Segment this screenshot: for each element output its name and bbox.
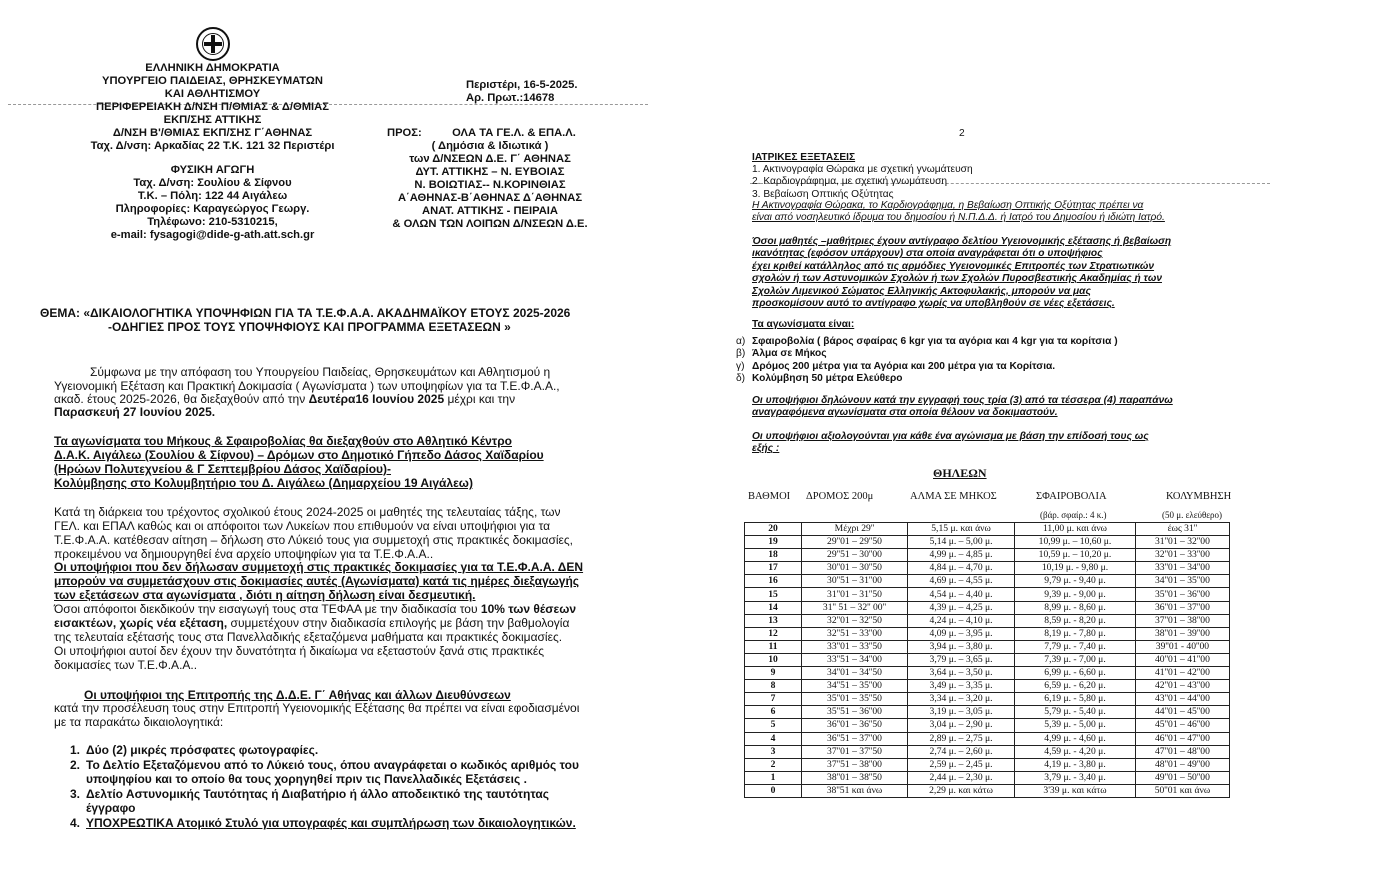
score-cell: 3'39 μ. και κάτω	[1015, 784, 1136, 797]
score-cell: 4,99 μ. – 4,85 μ.	[908, 549, 1015, 562]
table-row	[745, 653, 1230, 666]
venue-line: Τα αγωνίσματα του Μήκους & Σφαιροβολίας θα διεξαχθούν στο Αθλητικό Κέντρο	[54, 434, 512, 448]
subject-line-2: -ΟΔΗΓΙΕΣ ΠΡΟΣ ΤΟΥΣ ΥΠΟΨΗΦΙΟΥΣ ΚΑΙ ΠΡΟΓΡΑΜΜΑ ΕΞΕΤΑΣΕΩΝ »	[108, 320, 511, 334]
score-cell: 35''51 – 36''00	[802, 706, 908, 719]
score-cell: 5,14 μ. – 5,00 μ.	[908, 536, 1015, 549]
score-cell: 35''01 – 36''00	[1135, 588, 1229, 601]
health-note-line: ικανότητας (εφόσον υπάρχουν) στα οποία αναγράφεται ότι ο υποψήφιος	[752, 248, 1103, 260]
venue-line: (Ηρώων Πολυτεχνείου & Γ Σεπτεμβρίου Δάσος Χαϊδαρίου)-	[54, 462, 392, 476]
score-cell: 4,09 μ. – 3,95 μ.	[908, 627, 1015, 640]
health-note-line: Σχολών Λιμενικού Σώματος Ελληνικής Ακτοφυλακής, μπορούν να μας	[752, 285, 1091, 297]
score-cell: 37''51 – 38''00	[802, 758, 908, 771]
grade-cell: 20	[745, 523, 802, 536]
swimming-note: (50 μ. ελεύθερο)	[1162, 510, 1223, 520]
table-row	[745, 640, 1230, 653]
table-row	[745, 732, 1230, 745]
table-title: ΘΗΛΕΩΝ	[933, 466, 987, 480]
grade-cell: 10	[745, 653, 802, 666]
shot-put-note: (βάρ. σφαίρ.: 4 κ.)	[1040, 510, 1107, 520]
score-cell: 33''01 – 34''00	[1135, 562, 1229, 575]
table-row	[745, 549, 1230, 562]
score-cell: 10,19 μ. - 9,80 μ.	[1015, 562, 1136, 575]
score-cell: 5,79 μ. - 5,40 μ.	[1015, 706, 1136, 719]
department-block	[70, 164, 355, 242]
grade-cell: 7	[745, 693, 802, 706]
event-text: Σφαιροβολία ( βάρος σφαίρας 6 kgr για τα αγόρια και 4 kgr για τα κορίτσια )	[752, 336, 1118, 347]
table-row	[745, 575, 1230, 588]
subject-line-1: ΘΕΜΑ: «ΔΙΚΑΙΟΛΟΓΗΤΙΚΑ ΥΠΟΨΗΦΙΩΝ ΓΙΑ ΤΑ Τ.Ε.Φ.Α.Α. ΑΚΑΔΗΜΑΪΚΟΥ ΕΤΟΥΣ 2025-2026	[40, 306, 571, 320]
grade-cell: 17	[745, 562, 802, 575]
score-cell: 31''01 – 31''50	[802, 588, 908, 601]
recipient-line: & ΟΛΩΝ ΤΩΝ ΛΟΙΠΩΝ Δ/ΝΣΕΩΝ Δ.Ε.	[392, 218, 588, 230]
recipients-block	[380, 127, 600, 231]
department-line: Πληροφορίες: Καραγεώργος Γεωργ.	[115, 203, 310, 215]
score-cell: 3,19 μ. – 3,05 μ.	[908, 706, 1015, 719]
grade-cell: 15	[745, 588, 802, 601]
recipient-line: Ν. ΒΟΙΩΤΙΑΣ-- Ν.ΚΟΡΙΝΘΙΑΣ	[414, 179, 566, 191]
event-text: Άλμα σε Μήκος	[752, 348, 827, 360]
score-cell: 3,34 μ. – 3,20 μ.	[908, 693, 1015, 706]
document-item	[70, 816, 579, 830]
department-line: Τηλέφωνο: 210-5310215,	[147, 216, 278, 228]
score-cell: 32''01 – 32''50	[802, 614, 908, 627]
graduates-line-2: εισακτέων, χωρίς νέα εξέταση, συμμετέχουν στην διαδικασία επιλογής με βάση την βαθμολογία	[54, 616, 570, 630]
score-cell: 6,99 μ. - 6,60 μ.	[1015, 667, 1136, 680]
score-cell: 30''01 – 30''50	[802, 562, 908, 575]
score-cell: 40''01 – 41''00	[1135, 653, 1229, 666]
document-item-text: ΥΠΟΧΡΕΩΤΙΚΑ Ατομικό Στυλό για υπογραφές και συμπλήρωση των δικαιολογητικών.	[86, 816, 576, 830]
event-label: β)	[736, 348, 746, 360]
medical-item: 3. Βεβαίωση Οπτικής Οξύτητας	[752, 188, 894, 200]
column-header-grade: ΒΑΘΜΟΙ	[748, 491, 791, 502]
committee-text	[54, 701, 579, 729]
score-cell: 47''01 – 48''00	[1135, 745, 1229, 758]
score-cell: 2,29 μ. και κάτω	[908, 784, 1015, 797]
declaration-note	[752, 395, 1173, 420]
declaration-line: Οι υποψήφιοι δηλώνουν κατά την εγγραφή τους τρία (3) από τα τέσσερα (4) παραπάνω	[752, 395, 1173, 406]
column-header-200m: ΔΡΟΜΟΣ 200μ	[806, 491, 874, 502]
column-header-shot-put: ΣΦΑΙΡΟΒΟΛΙΑ	[1036, 491, 1107, 502]
score-cell: 4,69 μ. – 4,55 μ.	[908, 575, 1015, 588]
grade-cell: 0	[745, 784, 802, 797]
committee-line: με τα παρακάτω δικαιολογητικά:	[54, 715, 224, 729]
table-row	[745, 601, 1230, 614]
recipient-line: των Δ/ΝΣΕΩΝ Δ.Ε. Γ΄ ΑΘΗΝΑΣ	[409, 153, 571, 165]
issuer-line: ΕΛΛΗΝΙΚΗ ΔΗΜΟΚΡΑΤΙΑ	[145, 62, 280, 74]
intro-line-3: ακαδ. έτους 2025-2026, θα διεξαχθούν από την Δευτέρα16 Ιουνίου 2025 μέχρι και την	[54, 392, 516, 406]
graduates-line: Οι υποψήφιοι αυτοί δεν έχουν την δυνατότητα ή δικαίωμα να εξεταστούν ξανά στις πρακτικές	[54, 644, 544, 658]
registration-paragraph	[54, 505, 573, 561]
medical-note	[752, 200, 1165, 225]
grade-cell: 19	[745, 536, 802, 549]
page-number: 2	[959, 128, 965, 139]
score-cell: 8,19 μ. - 7,80 μ.	[1015, 627, 1136, 640]
score-cell: 7,79 μ. - 7,40 μ.	[1015, 640, 1136, 653]
grade-cell: 5	[745, 719, 802, 732]
document-item-number: 3.	[70, 787, 81, 801]
table-row	[745, 562, 1230, 575]
recipient-line: ( Δημόσια & Ιδιωτικά )	[431, 140, 549, 152]
registration-line: προκειμένου να δημιουργηθεί ένα αρχείο υποψηφίων για τα Τ.Ε.Φ.Α.Α..	[54, 547, 434, 561]
registration-line: ΓΕΛ. και ΕΠΑΛ καθώς και οι απόφοιτοι των Λυκείων που επιθυμούν να είναι υποψήφιοι για τα	[54, 519, 551, 533]
table-row	[745, 588, 1230, 601]
table-row	[745, 627, 1230, 640]
issuer-block	[70, 62, 355, 153]
score-cell: 35''01 – 35''50	[802, 693, 908, 706]
warning-line: των εξετάσεων στα αγωνίσματα , διότι η αίτηση δήλωση είναι δεσμευτική.	[54, 588, 476, 602]
grade-cell: 3	[745, 745, 802, 758]
score-cell: 29''51 – 30''00	[802, 549, 908, 562]
column-header-swimming: ΚΟΛΥΜΒΗΣΗ	[1166, 491, 1232, 502]
health-note-line: έχει κριθεί κατάλληλος από τις αρμόδιες Υγειονομικές Επιτροπές των Στρατιωτικών	[752, 260, 1155, 272]
score-cell: 9,79 μ. - 9,40 μ.	[1015, 575, 1136, 588]
warning-paragraph	[54, 560, 583, 602]
grade-cell: 12	[745, 627, 802, 640]
table-row	[745, 693, 1230, 706]
score-cell: 4,99 μ. - 4,60 μ.	[1015, 732, 1136, 745]
recipients-label: ΠΡΟΣ:	[387, 127, 422, 139]
document-item-text: Το Δελτίο Εξεταζόμενου από το Λύκειό τους, όπου αναγράφεται ο κωδικός αριθμός του	[86, 758, 579, 772]
score-cell: 31''01 – 32''00	[1135, 536, 1229, 549]
score-cell: έως 31''	[1135, 523, 1229, 536]
score-cell: 38''51 και άνω	[802, 784, 908, 797]
table-row	[745, 667, 1230, 680]
score-cell: 34''51 – 35''00	[802, 680, 908, 693]
event-label: δ)	[736, 373, 746, 385]
score-cell: 32''01 – 33''00	[1135, 549, 1229, 562]
score-cell: 4,39 μ. – 4,25 μ.	[908, 601, 1015, 614]
committee-line: κατά την προσέλευση τους στην Επιτροπή Υγειονομικής Εξέτασης θα πρέπει να είναι εφοδιασμένοι	[54, 701, 580, 715]
document-item-text: Δελτίο Αστυνομικής Ταυτότητας ή Διαβατήριο ή άλλο αποδεικτικό της ταυτότητας	[86, 787, 549, 801]
intro-line-4: Παρασκευή 27 Ιουνίου 2025.	[54, 405, 216, 419]
document-item	[70, 743, 579, 757]
venues-block	[54, 434, 544, 490]
table-row	[745, 771, 1230, 784]
score-cell: 29''01 – 29''50	[802, 536, 908, 549]
score-cell: 31'' 51 – 32'' 00''	[802, 601, 908, 614]
document-item-text: Δύο (2) μικρές πρόσφατες φωτογραφίες.	[86, 743, 319, 757]
score-cell: 3,04 μ. – 2,90 μ.	[908, 719, 1015, 732]
document-item-text: υποψηφίου και το οποίο θα τους χορηγηθεί πριν τις Πανελλαδικές Εξετάσεις .	[86, 772, 527, 786]
event-label: α)	[736, 336, 746, 347]
date-line: Περιστέρι, 16-5-2025.	[466, 79, 578, 91]
score-cell: 50''01 και άνω	[1135, 784, 1229, 797]
table-row	[745, 745, 1230, 758]
committee-heading: Οι υποψήφιοι της Επιτροπής της Δ.Δ.Ε. Γ΄ Αθήνας και άλλων Διευθύνσεων	[84, 688, 511, 702]
registration-line: Κατά τη διάρκεια του τρέχοντος σχολικού έτους 2024-2025 οι μαθητές της τελευταίας τάξης, των	[54, 505, 561, 519]
score-cell: 7,39 μ. - 7,00 μ.	[1015, 653, 1136, 666]
document-item	[70, 787, 579, 815]
declaration-line: αναγραφόμενα αγωνίσματα στα οποία θέλουν να δοκιμαστούν.	[752, 407, 1058, 419]
recipient-line: Α΄ΑΘΗΝΑΣ-Β΄ΑΘΗΝΑΣ Δ΄ΑΘΗΝΑΣ	[397, 192, 583, 204]
grade-cell: 14	[745, 601, 802, 614]
document-item-text: έγγραφο	[86, 801, 136, 815]
score-cell: 4,54 μ. – 4,40 μ.	[908, 588, 1015, 601]
table-row	[745, 680, 1230, 693]
score-cell: 3,79 μ. - 3,40 μ.	[1015, 771, 1136, 784]
event-item	[736, 348, 1118, 360]
letter-page-2	[690, 0, 1373, 869]
protocol-number: Αρ. Πρωτ.:14678	[466, 92, 555, 104]
grade-cell: 11	[745, 640, 802, 653]
score-cell: 10,59 μ. – 10,20 μ.	[1015, 549, 1136, 562]
score-cell: 36''01 – 36''50	[802, 719, 908, 732]
table-row	[745, 784, 1230, 797]
events-heading: Τα αγωνίσματα είναι:	[752, 319, 855, 330]
score-cell: 3,49 μ. – 3,35 μ.	[908, 680, 1015, 693]
score-cell: 8,99 μ. - 8,60 μ.	[1015, 601, 1136, 614]
intro-line-2: Υγειονομική Εξέταση και Πρακτική Δοκιμασία ( Αγωνίσματα ) των υποψηφίων για τα Τ.Ε.Φ.Α.Α.,	[54, 379, 560, 393]
event-label: γ)	[736, 360, 745, 372]
graduates-line: δοκιμασίες των Τ.Ε.Φ.Α.Α..	[54, 658, 198, 672]
score-cell: 36''51 – 37''00	[802, 732, 908, 745]
score-cell: 6,59 μ. - 6,20 μ.	[1015, 680, 1136, 693]
event-text: Δρόμος 200 μέτρα για τα Αγόρια και 200 μέτρα για τα Κορίτσια.	[752, 360, 1056, 372]
warning-line: μπορούν να συμμετάσχουν στις δοκιμασίες αυτές (Αγωνίσματα) κατά τις ημέρες διεξαγωγής	[54, 574, 580, 588]
medical-note-line: Η Ακτινογραφία Θώρακα, το Καρδιογράφημα, η Βεβαίωση Οπτικής Οξύτητας πρέπει να	[752, 200, 1144, 211]
table-row	[745, 536, 1230, 549]
venue-line: Δ.Α.Κ. Αιγάλεω (Σουλίου & Σίφνου) – Δρόμων στο Δημοτικό Γήπεδο Δάσος Χαϊδαρίου	[54, 448, 544, 462]
score-cell: 11,00 μ. και άνω	[1015, 523, 1136, 536]
scoring-table	[744, 522, 1230, 798]
score-cell: 38''01 – 38''50	[802, 771, 908, 784]
department-line: ΦΥΣΙΚΗ ΑΓΩΓΗ	[170, 164, 255, 176]
medical-item: 1. Ακτινογραφία Θώρακα με σχετική γνωμάτευση	[752, 164, 973, 175]
grade-cell: 4	[745, 732, 802, 745]
score-cell: 36''01 – 37''00	[1135, 601, 1229, 614]
score-cell: 39''01 - 40''00	[1135, 640, 1229, 653]
grade-cell: 13	[745, 614, 802, 627]
document-item-number: 2.	[70, 758, 81, 772]
medical-list	[752, 164, 973, 201]
score-cell: 5,15 μ. και άνω	[908, 523, 1015, 536]
venue-line: Κολύμβησης στο Κολυμβητήριο του Δ. Αιγάλεω (Δημαρχείου 19 Αιγάλεω)	[54, 476, 473, 490]
score-cell: 37''01 – 37''50	[802, 745, 908, 758]
grade-cell: 16	[745, 575, 802, 588]
score-cell: 2,74 μ. – 2,60 μ.	[908, 745, 1015, 758]
score-cell: 45''01 – 46''00	[1135, 719, 1229, 732]
evaluation-line: Οι υποψήφιοι αξιολογούνται για κάθε ένα αγώνισμα με βάση την επίδοσή τους ως	[752, 431, 1149, 442]
score-cell: 33''51 – 34''00	[802, 653, 908, 666]
letter-page-1	[0, 0, 660, 869]
recipient-line: ΟΛΑ ΤΑ ΓΕ.Λ. & ΕΠΑ.Λ.	[452, 127, 576, 139]
issuer-line: ΕΚΠ/ΣΗΣ ΑΤΤΙΚΗΣ	[163, 114, 262, 126]
issuer-line: Δ/ΝΣΗ Β'/ΘΜΙΑΣ ΕΚΠ/ΣΗΣ Γ΄ΑΘΗΝΑΣ	[112, 127, 313, 139]
event-item	[736, 361, 1118, 373]
events-list	[736, 336, 1118, 386]
grade-cell: 9	[745, 667, 802, 680]
score-cell: 42''01 – 43''00	[1135, 680, 1229, 693]
event-item	[736, 373, 1118, 385]
recipient-line: ΑΝΑΤ. ΑΤΤΙΚΗΣ - ΠΕΙΡΑΙΑ	[422, 205, 558, 217]
score-cell: 4,84 μ. – 4,70 μ.	[908, 562, 1015, 575]
grade-cell: 2	[745, 758, 802, 771]
issuer-line: ΚΑΙ ΑΘΛΗΤΙΣΜΟΥ	[164, 88, 261, 100]
issuer-line: ΥΠΟΥΡΓΕΙΟ ΠΑΙΔΕΙΑΣ, ΘΡΗΣΚΕΥΜΑΤΩΝ	[102, 75, 323, 87]
score-cell: 10,99 μ. – 10,60 μ.	[1015, 536, 1136, 549]
score-cell: 33''01 – 33''50	[802, 640, 908, 653]
score-cell: 2,89 μ. – 2,75 μ.	[908, 732, 1015, 745]
score-cell: Μέχρι 29''	[802, 523, 908, 536]
score-cell: 6,19 μ. - 5,80 μ.	[1015, 693, 1136, 706]
grade-cell: 18	[745, 549, 802, 562]
score-cell: 44''01 – 45''00	[1135, 706, 1229, 719]
score-cell: 3,64 μ. – 3,50 μ.	[908, 667, 1015, 680]
score-cell: 34''01 – 35''00	[1135, 575, 1229, 588]
graduates-line-1: Όσοι απόφοιτοι διεκδικούν την εισαγωγή τους στα ΤΕΦΑΑ με την διαδικασία του 10% των θέσεων	[54, 602, 577, 616]
graduates-paragraph-rest	[54, 630, 562, 672]
evaluation-note	[752, 431, 1149, 456]
score-cell: 48''01 – 49''00	[1135, 758, 1229, 771]
table-row	[745, 614, 1230, 627]
score-cell: 5,39 μ. - 5,00 μ.	[1015, 719, 1136, 732]
score-cell: 2,59 μ. – 2,45 μ.	[908, 758, 1015, 771]
greek-coat-of-arms-icon	[196, 27, 230, 61]
score-cell: 41''01 – 42''00	[1135, 667, 1229, 680]
health-note-line: σχολών ή των Αστυνομικών Σχολών ή των Σχολών Πυροσβεστικής Ακαδημίας ή των	[752, 273, 1162, 285]
medical-note-line: είναι από νοσηλευτικό ίδρυμα του δημοσίου ή Ν.Π.Δ.Δ. ή Ιατρό του Δημοσίου ή ιδιώτη Ιατρό.	[752, 212, 1165, 224]
registration-line: Τ.Ε.Φ.Α.Α. κατέθεσαν αίτηση – δήλωση στο Λύκειό τους για συμμετοχή στις πρακτικές δοκιμασίες,	[54, 533, 573, 547]
event-text: Κολύμβηση 50 μέτρα Ελεύθερο	[752, 373, 903, 385]
graduates-line: της τελευταία εξέτασής τους στα Πανελλαδικής εξεταζόμενα μαθήματα και πρακτικές δοκιμασίες.	[54, 630, 563, 644]
health-note-line: προσκομίσουν αυτό το αντίγραφο χωρίς να υποβληθούν σε νέες εξετάσεις.	[752, 298, 1115, 310]
medical-item: 2. Καρδιογράφημα, με σχετική γνωμάτευση	[752, 176, 948, 188]
score-cell: 2,44 μ. – 2,30 μ.	[908, 771, 1015, 784]
table-row	[745, 523, 1230, 536]
documents-list	[70, 743, 579, 831]
score-cell: 9,39 μ. - 9,00 μ.	[1015, 588, 1136, 601]
score-cell: 49''01 – 50''00	[1135, 771, 1229, 784]
score-cell: 4,59 μ. - 4,20 μ.	[1015, 745, 1136, 758]
score-cell: 34''01 – 34''50	[802, 667, 908, 680]
event-item	[736, 336, 1118, 348]
score-cell: 3,79 μ. – 3,65 μ.	[908, 653, 1015, 666]
document-item-number: 1.	[70, 743, 81, 757]
score-cell: 4,24 μ. – 4,10 μ.	[908, 614, 1015, 627]
table-row	[745, 706, 1230, 719]
intro-line-1: Σύμφωνα με την απόφαση του Υπουργείου Παιδείας, Θρησκευμάτων και Αθλητισμού η	[90, 365, 551, 379]
table-row	[745, 758, 1230, 771]
department-line: Τ.Κ. – Πόλη: 122 44 Αιγάλεω	[137, 190, 288, 202]
score-cell: 46''01 – 47''00	[1135, 732, 1229, 745]
issuer-line: ΠΕΡΙΦΕΡΕΙΑΚΗ Δ/ΝΣΗ Π/ΘΜΙΑΣ & Δ/ΘΜΙΑΣ	[96, 101, 329, 113]
score-cell: 37''01 – 38''00	[1135, 614, 1229, 627]
score-cell: 32''51 – 33''00	[802, 627, 908, 640]
medical-heading: ΙΑΤΡΙΚΕΣ ΕΞΕΤΑΣΕΙΣ	[752, 152, 856, 163]
grade-cell: 1	[745, 771, 802, 784]
warning-line: Οι υποψήφιοι που δεν δήλωσαν συμμετοχή στις πρακτικές δοκιμασίες για τα Τ.Ε.Φ.Α.Α. ΔΕΝ	[54, 560, 584, 574]
recipient-line: ΔΥΤ. ΑΤΤΙΚΗΣ – Ν. ΕΥΒΟΙΑΣ	[415, 166, 565, 178]
score-cell: 4,19 μ. - 3,80 μ.	[1015, 758, 1136, 771]
score-cell: 30''51 – 31''00	[802, 575, 908, 588]
score-cell: 43''01 – 44''00	[1135, 693, 1229, 706]
department-line: e-mail: fysagogi@dide-g-ath.att.sch.gr	[110, 229, 315, 241]
grade-cell: 8	[745, 680, 802, 693]
document-item-number: 4.	[70, 816, 81, 830]
issuer-line: Ταχ. Δ/νση: Αρκαδίας 22 Τ.Κ. 121 32 Περιστέρι	[90, 140, 335, 152]
document-item	[70, 758, 579, 786]
column-header-long-jump: ΑΛΜΑ ΣΕ ΜΗΚΟΣ	[910, 491, 997, 502]
score-cell: 8,59 μ. - 8,20 μ.	[1015, 614, 1136, 627]
table-row	[745, 719, 1230, 732]
department-line: Ταχ. Δ/νση: Σουλίου & Σίφνου	[133, 177, 292, 189]
score-cell: 3,94 μ. – 3,80 μ.	[908, 640, 1015, 653]
grade-cell: 6	[745, 706, 802, 719]
evaluation-line: εξής :	[752, 443, 780, 455]
score-cell: 38''01 – 39''00	[1135, 627, 1229, 640]
health-certificate-note	[752, 236, 1171, 310]
health-note-line: Όσοι μαθητές –μαθήτριες έχουν αντίγραφο δελτίου Υγειονομικής εξέτασης ή βεβαίωση	[752, 236, 1172, 247]
